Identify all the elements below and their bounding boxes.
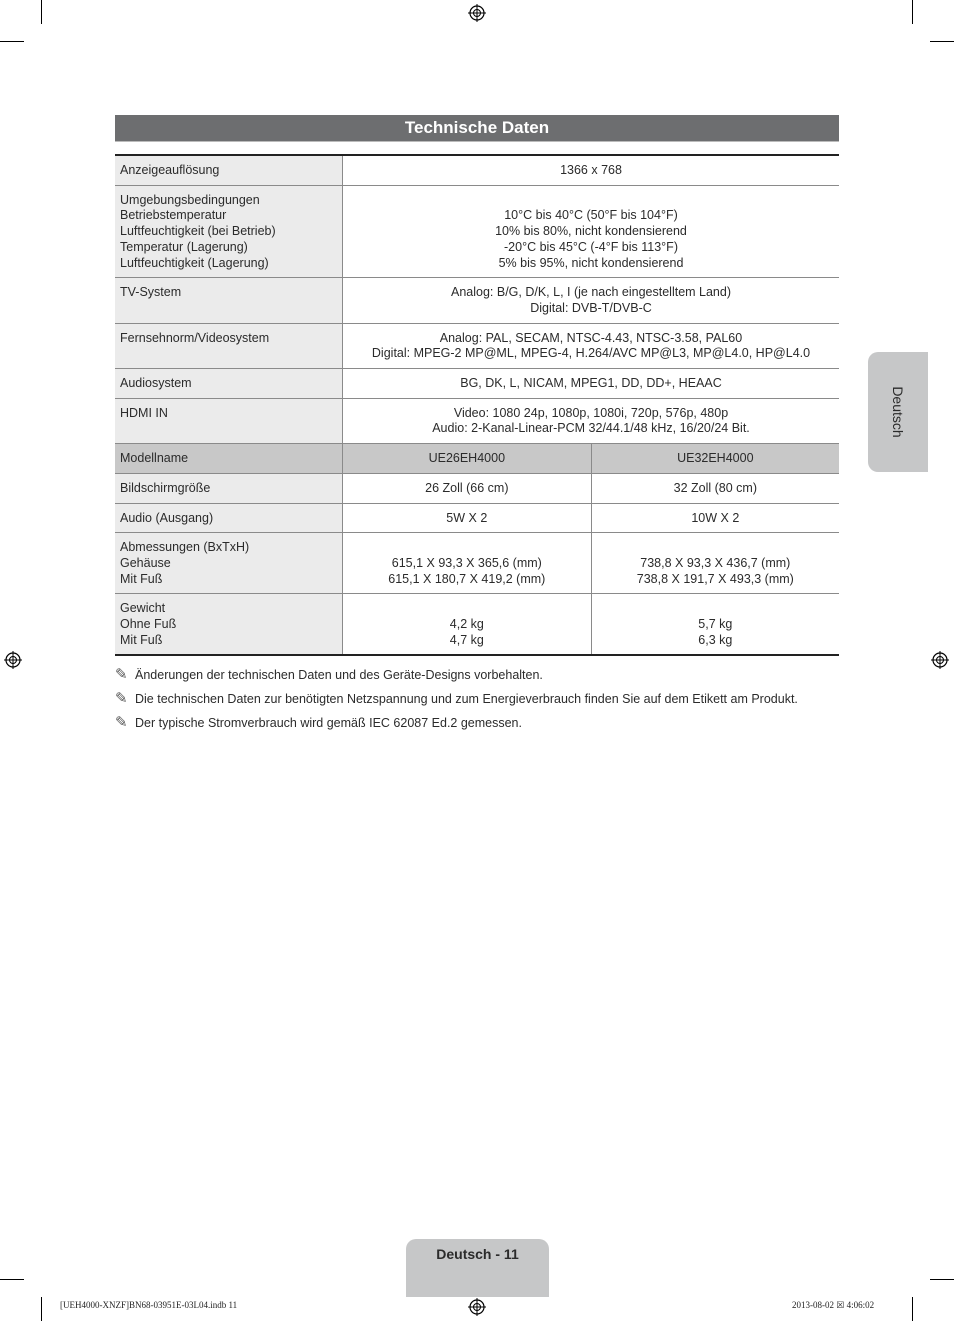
cell-line: Analog: B/G, D/K, L, I (je nach eingestelltem Land): [450, 285, 731, 300]
row-label: [115, 594, 343, 656]
cell-line: Mit Fuß: [120, 571, 163, 586]
row-value: [343, 398, 840, 443]
section-title: Technische Daten: [115, 115, 839, 142]
spacer: [596, 601, 835, 617]
model-2-value: [591, 533, 839, 594]
side-tab-label: Deutsch: [890, 386, 906, 438]
cell-line: 4,2 kg: [449, 617, 484, 632]
crop-mark: [41, 1297, 42, 1321]
cell-line: Ohne Fuß: [120, 617, 177, 632]
table-row: [115, 323, 839, 368]
registration-mark-icon: [4, 651, 22, 669]
cell-line: Abmessungen (BxTxH): [120, 540, 250, 555]
cell-line: Mit Fuß: [120, 632, 163, 647]
cell-line: Audiosystem: [120, 376, 192, 391]
model-2-value: [591, 594, 839, 656]
row-value: [343, 185, 840, 278]
crop-mark: [0, 1279, 24, 1280]
model-1-value: [343, 503, 592, 533]
cell-line: HDMI IN: [120, 405, 168, 420]
row-label: [115, 155, 343, 185]
note-item: [115, 714, 855, 738]
spec-table: [115, 154, 839, 656]
crop-mark: [41, 0, 42, 24]
cell-line: 1366 x 768: [560, 163, 622, 177]
registration-mark-icon: [468, 4, 486, 22]
cell-line: 5,7 kg: [698, 617, 733, 632]
cell-line: 6,3 kg: [698, 632, 733, 647]
cell-line: Anzeigeauflösung: [120, 163, 220, 177]
row-label: [115, 533, 343, 594]
cell-line: 26 Zoll (66 cm): [425, 480, 509, 495]
table-row: [115, 594, 839, 656]
cell-line: 32 Zoll (80 cm): [673, 480, 757, 495]
model-header-cell: Modellname: [115, 444, 343, 474]
cell-line: 10% bis 80%, nicht kondensierend: [495, 224, 687, 239]
pencil-note-icon: ✎: [115, 666, 128, 683]
cell-line: Luftfeuchtigkeit (bei Betrieb): [120, 224, 276, 239]
cell-line: Umgebungsbedingungen: [120, 192, 260, 207]
table-row: [115, 533, 839, 594]
note-item: [115, 690, 855, 714]
crop-mark: [930, 1279, 954, 1280]
table-row: [115, 473, 839, 503]
notes: [115, 666, 855, 738]
cell-line: Bildschirmgröße: [120, 480, 211, 495]
model-header-cell: UE26EH4000: [343, 444, 592, 474]
cell-line: Luftfeuchtigkeit (Lagerung): [120, 255, 269, 270]
row-label: [115, 473, 343, 503]
row-value: [343, 323, 840, 368]
model-header-row: [115, 444, 839, 474]
note-text: Die technischen Daten zur benötigten Netzspannung und zum Energieverbrauch finden Sie auf dem Etikett am Produkt.: [135, 692, 798, 706]
cell-line: Digital: MPEG-2 MP@ML, MPEG-4, H.264/AVC MP@L3, MP@L4.0, HP@L4.0: [371, 346, 811, 361]
table-row: [115, 369, 839, 399]
cell-line: Video: 1080 24p, 1080p, 1080i, 720p, 576p, 480p: [453, 405, 729, 420]
note-text: Der typische Stromverbrauch wird gemäß IEC 62087 Ed.2 gemessen.: [135, 716, 522, 730]
spacer: [347, 193, 835, 209]
table-row: [115, 503, 839, 533]
model-1-value: [343, 533, 592, 594]
cell-line: 5W X 2: [446, 510, 488, 525]
cell-line: Audio: 2-Kanal-Linear-PCM 32/44.1/48 kHz, 16/20/24 Bit.: [432, 421, 750, 436]
cell-line: 10°C bis 40°C (50°F bis 104°F): [504, 208, 678, 223]
spacer: [347, 601, 587, 617]
registration-mark-icon: [931, 651, 949, 669]
row-value: [343, 155, 840, 185]
model-header-cell: UE32EH4000: [591, 444, 839, 474]
note-text: Änderungen der technischen Daten und des Geräte-Designs vorbehalten.: [135, 668, 543, 682]
pencil-note-icon: ✎: [115, 690, 128, 707]
row-value: [343, 369, 840, 399]
table-row: [115, 155, 839, 185]
row-value: [343, 278, 840, 323]
model-2-value: [591, 503, 839, 533]
side-tab-language: [868, 352, 928, 472]
pencil-note-icon: ✎: [115, 714, 128, 731]
row-label: [115, 369, 343, 399]
table-row: [115, 398, 839, 443]
crop-mark: [912, 0, 913, 24]
table-row: [115, 278, 839, 323]
row-label: [115, 398, 343, 443]
cell-line: Audio (Ausgang): [120, 510, 214, 525]
cell-line: Digital: DVB-T/DVB-C: [530, 300, 652, 315]
cell-line: 5% bis 95%, nicht kondensierend: [498, 255, 684, 270]
row-label: [115, 185, 343, 278]
row-label: [115, 323, 343, 368]
cell-line: Gehäuse: [120, 555, 171, 570]
cell-line: 738,8 X 191,7 X 493,3 (mm): [636, 571, 794, 586]
page-number: Deutsch - 11: [436, 1246, 519, 1262]
cell-line: TV-System: [120, 285, 182, 300]
cell-line: Fernsehnorm/Videosystem: [120, 330, 270, 345]
print-info-left: [UEH4000-XNZF]BN68-03951E-03L04.indb 11: [60, 1300, 238, 1310]
page-footer: [406, 1239, 549, 1297]
crop-mark: [0, 41, 24, 42]
cell-line: Gewicht: [120, 601, 166, 616]
cell-line: 738,8 X 93,3 X 436,7 (mm): [640, 555, 791, 570]
cell-line: Betriebstemperatur: [120, 208, 227, 223]
table-row: [115, 185, 839, 278]
registration-mark-icon: [468, 1298, 486, 1316]
cell-line: Temperatur (Lagerung): [120, 239, 248, 254]
model-1-value: [343, 594, 592, 656]
cell-line: -20°C bis 45°C (-4°F bis 113°F): [504, 239, 678, 254]
cell-line: 615,1 X 180,7 X 419,2 (mm): [388, 571, 546, 586]
crop-mark: [930, 41, 954, 42]
cell-line: Analog: PAL, SECAM, NTSC-4.43, NTSC-3.58, PAL60: [439, 330, 743, 345]
spacer: [596, 540, 835, 556]
crop-mark: [912, 1297, 913, 1321]
cell-line: 10W X 2: [691, 510, 740, 525]
model-2-value: [591, 473, 839, 503]
note-item: [115, 666, 855, 690]
print-info-right: 2013-08-02 ☒ 4:06:02: [792, 1300, 875, 1310]
row-label: [115, 278, 343, 323]
cell-line: 615,1 X 93,3 X 365,6 (mm): [391, 555, 542, 570]
spacer: [347, 540, 587, 556]
model-1-value: [343, 473, 592, 503]
row-label: [115, 503, 343, 533]
cell-line: BG, DK, L, NICAM, MPEG1, DD, DD+, HEAAC: [460, 376, 722, 391]
cell-line: 4,7 kg: [449, 632, 484, 647]
